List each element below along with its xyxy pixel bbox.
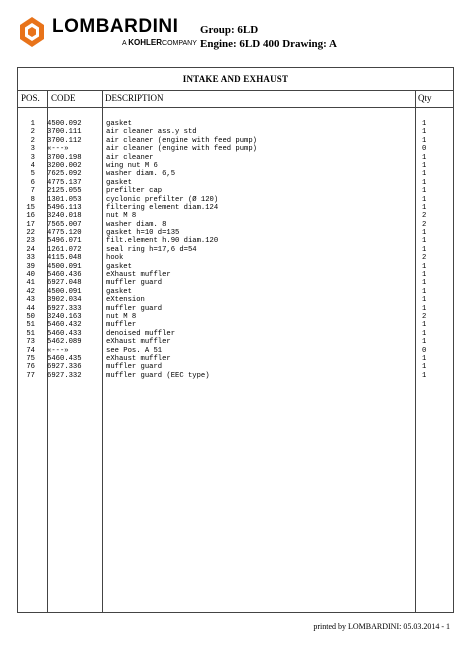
table-row (18, 246, 453, 254)
row-qty: 1 (422, 371, 427, 380)
row-code: 2125.055 (47, 187, 82, 196)
row-qty: 2 (422, 220, 427, 229)
row-description: wing nut M 6 (106, 161, 158, 170)
row-pos: 76 (26, 363, 35, 372)
row-code: 4500.091 (47, 287, 82, 296)
row-qty: 1 (422, 304, 427, 313)
row-description: eXhaust muffler (106, 271, 171, 280)
row-code: 4775.137 (47, 178, 82, 187)
row-description: air cleaner (engine with feed pump) (106, 136, 257, 145)
row-description: muffler guard (EEC type) (106, 371, 210, 380)
row-qty: 1 (422, 287, 427, 296)
row-description: muffler (106, 321, 137, 330)
row-qty: 2 (422, 212, 427, 221)
row-code: 6927.336 (47, 363, 82, 372)
table-row (18, 363, 453, 371)
row-qty: 1 (422, 178, 427, 187)
table-row (18, 296, 453, 304)
row-pos: 44 (26, 304, 35, 313)
row-pos: 6 (30, 178, 35, 187)
parts-table (17, 67, 454, 613)
row-pos: 17 (26, 220, 35, 229)
row-code: 5462.089 (47, 338, 82, 347)
row-qty: 1 (422, 128, 427, 137)
row-code: 3700.111 (47, 128, 82, 137)
row-code: 7565.007 (47, 220, 82, 229)
row-code: 5460.436 (47, 271, 82, 280)
row-pos: 75 (26, 354, 35, 363)
table-row (18, 321, 453, 329)
row-qty: 1 (422, 120, 427, 128)
row-pos: 51 (26, 321, 35, 330)
table-row (18, 162, 453, 170)
table-title: INTAKE AND EXHAUST (18, 68, 453, 91)
row-description: washer diam. 6,5 (106, 170, 176, 179)
row-description: muffler guard (106, 363, 163, 372)
table-row (18, 170, 453, 178)
row-description: filtering element diam.124 (106, 203, 219, 212)
row-code: 4500.092 (47, 120, 82, 128)
row-pos: 23 (26, 237, 35, 246)
row-qty: 1 (422, 203, 427, 212)
row-code: «---» (47, 346, 69, 355)
row-pos: 43 (26, 296, 35, 305)
row-description: filt.element h.90 diam.120 (106, 237, 219, 246)
table-body (18, 120, 453, 380)
table-row (18, 313, 453, 321)
row-qty: 2 (422, 254, 427, 263)
row-description: denoised muffler (106, 329, 176, 338)
row-code: 3240.163 (47, 312, 82, 321)
row-code: 3700.112 (47, 136, 82, 145)
print-footer: printed by LOMBARDINI: 05.03.2014 - 1 (313, 622, 450, 631)
row-pos: 2 (30, 136, 35, 145)
row-description: washer diam. 8 (106, 220, 167, 229)
row-pos: 4 (30, 161, 35, 170)
row-pos: 24 (26, 245, 35, 254)
row-description: gasket (106, 178, 132, 187)
row-description: prefilter cap (106, 187, 163, 196)
row-qty: 1 (422, 279, 427, 288)
table-row (18, 237, 453, 245)
kohler-tagline: A KOHLERCOMPANY (122, 38, 197, 47)
table-row (18, 196, 453, 204)
row-qty: 0 (422, 346, 427, 355)
row-code: 4775.120 (47, 229, 82, 238)
row-pos: 74 (26, 346, 35, 355)
row-pos: 39 (26, 262, 35, 271)
row-qty: 1 (422, 153, 427, 162)
table-row (18, 271, 453, 279)
row-pos: 77 (26, 371, 35, 380)
row-pos: 7 (30, 187, 35, 196)
table-row (18, 305, 453, 313)
row-qty: 1 (422, 363, 427, 372)
row-qty: 1 (422, 271, 427, 280)
table-row (18, 179, 453, 187)
row-description: eXhaust muffler (106, 354, 171, 363)
table-row (18, 330, 453, 338)
row-qty: 1 (422, 195, 427, 204)
table-row (18, 204, 453, 212)
row-qty: 1 (422, 161, 427, 170)
row-qty: 1 (422, 229, 427, 238)
row-pos: 8 (30, 195, 35, 204)
table-row (18, 338, 453, 346)
row-description: air cleaner ass.y std (106, 128, 197, 137)
table-row (18, 279, 453, 287)
row-qty: 1 (422, 296, 427, 305)
row-pos: 5 (30, 170, 35, 179)
row-pos: 16 (26, 212, 35, 221)
row-qty: 1 (422, 245, 427, 254)
row-description: gasket h=10 d=135 (106, 229, 180, 238)
row-code: 3700.198 (47, 153, 82, 162)
row-qty: 1 (422, 170, 427, 179)
row-code: 6927.048 (47, 279, 82, 288)
row-code: 3200.002 (47, 161, 82, 170)
row-code: 6927.332 (47, 371, 82, 380)
row-pos: 73 (26, 338, 35, 347)
row-pos: 40 (26, 271, 35, 280)
row-description: air cleaner (106, 153, 154, 162)
row-qty: 1 (422, 354, 427, 363)
row-description: air cleaner (engine with feed pump) (106, 145, 257, 154)
row-pos: 3 (30, 153, 35, 162)
row-pos: 42 (26, 287, 35, 296)
row-code: 5460.433 (47, 329, 82, 338)
row-pos: 2 (30, 128, 35, 137)
header-pos: POS. (21, 93, 40, 103)
row-description: see Pos. A 51 (106, 346, 163, 355)
row-description: muffler guard (106, 304, 163, 313)
row-description: hook (106, 254, 124, 263)
table-row (18, 120, 453, 128)
row-description: gasket (106, 287, 132, 296)
row-pos: 22 (26, 229, 35, 238)
row-qty: 1 (422, 321, 427, 330)
brand-name: LOMBARDINI (52, 16, 179, 37)
row-code: 1301.053 (47, 195, 82, 204)
table-row (18, 221, 453, 229)
row-code: 4500.091 (47, 262, 82, 271)
row-code: 5460.435 (47, 354, 82, 363)
row-pos: 51 (26, 329, 35, 338)
table-row (18, 187, 453, 195)
row-pos: 50 (26, 312, 35, 321)
table-row (18, 212, 453, 220)
table-row (18, 263, 453, 271)
row-qty: 1 (422, 136, 427, 145)
table-header-row (18, 90, 453, 108)
row-code: 5496.071 (47, 237, 82, 246)
table-row (18, 229, 453, 237)
row-code: «---» (47, 145, 69, 154)
row-qty: 0 (422, 145, 427, 154)
row-code: 5496.113 (47, 203, 82, 212)
header-description: DESCRIPTION (105, 93, 164, 103)
row-code: 1261.072 (47, 245, 82, 254)
row-qty: 1 (422, 262, 427, 271)
table-row (18, 347, 453, 355)
row-code: 3902.034 (47, 296, 82, 305)
table-row (18, 154, 453, 162)
row-code: 7625.092 (47, 170, 82, 179)
row-pos: 15 (26, 203, 35, 212)
row-code: 3240.018 (47, 212, 82, 221)
row-description: gasket (106, 262, 132, 271)
table-row (18, 355, 453, 363)
row-pos: 3 (30, 145, 35, 154)
row-code: 4115.048 (47, 254, 82, 263)
row-qty: 1 (422, 329, 427, 338)
table-row (18, 288, 453, 296)
row-description: nut M 8 (106, 312, 137, 321)
header-qty: Qty (418, 93, 432, 103)
row-description: eXtension (106, 296, 145, 305)
row-qty: 1 (422, 187, 427, 196)
row-description: eXhaust muffler (106, 338, 171, 347)
row-qty: 1 (422, 338, 427, 347)
table-row (18, 145, 453, 153)
row-pos: 41 (26, 279, 35, 288)
row-code: 5460.432 (47, 321, 82, 330)
engine-drawing-label: Engine: 6LD 400 Drawing: A (200, 38, 337, 50)
row-pos: 33 (26, 254, 35, 263)
row-description: muffler guard (106, 279, 163, 288)
group-label: Group: 6LD (200, 24, 259, 36)
row-description: seal ring h=17,6 d=54 (106, 245, 197, 254)
row-description: nut M 8 (106, 212, 137, 221)
row-qty: 1 (422, 237, 427, 246)
row-description: cyclonic prefilter (Ø 120) (106, 195, 219, 204)
header-code: CODE (51, 93, 76, 103)
table-row (18, 137, 453, 145)
table-row (18, 372, 453, 380)
row-description: gasket (106, 120, 132, 128)
row-code: 6927.333 (47, 304, 82, 313)
table-row (18, 128, 453, 136)
table-row (18, 254, 453, 262)
lombardini-logo-icon (18, 16, 46, 48)
row-pos: 1 (30, 120, 35, 128)
row-qty: 2 (422, 312, 427, 321)
